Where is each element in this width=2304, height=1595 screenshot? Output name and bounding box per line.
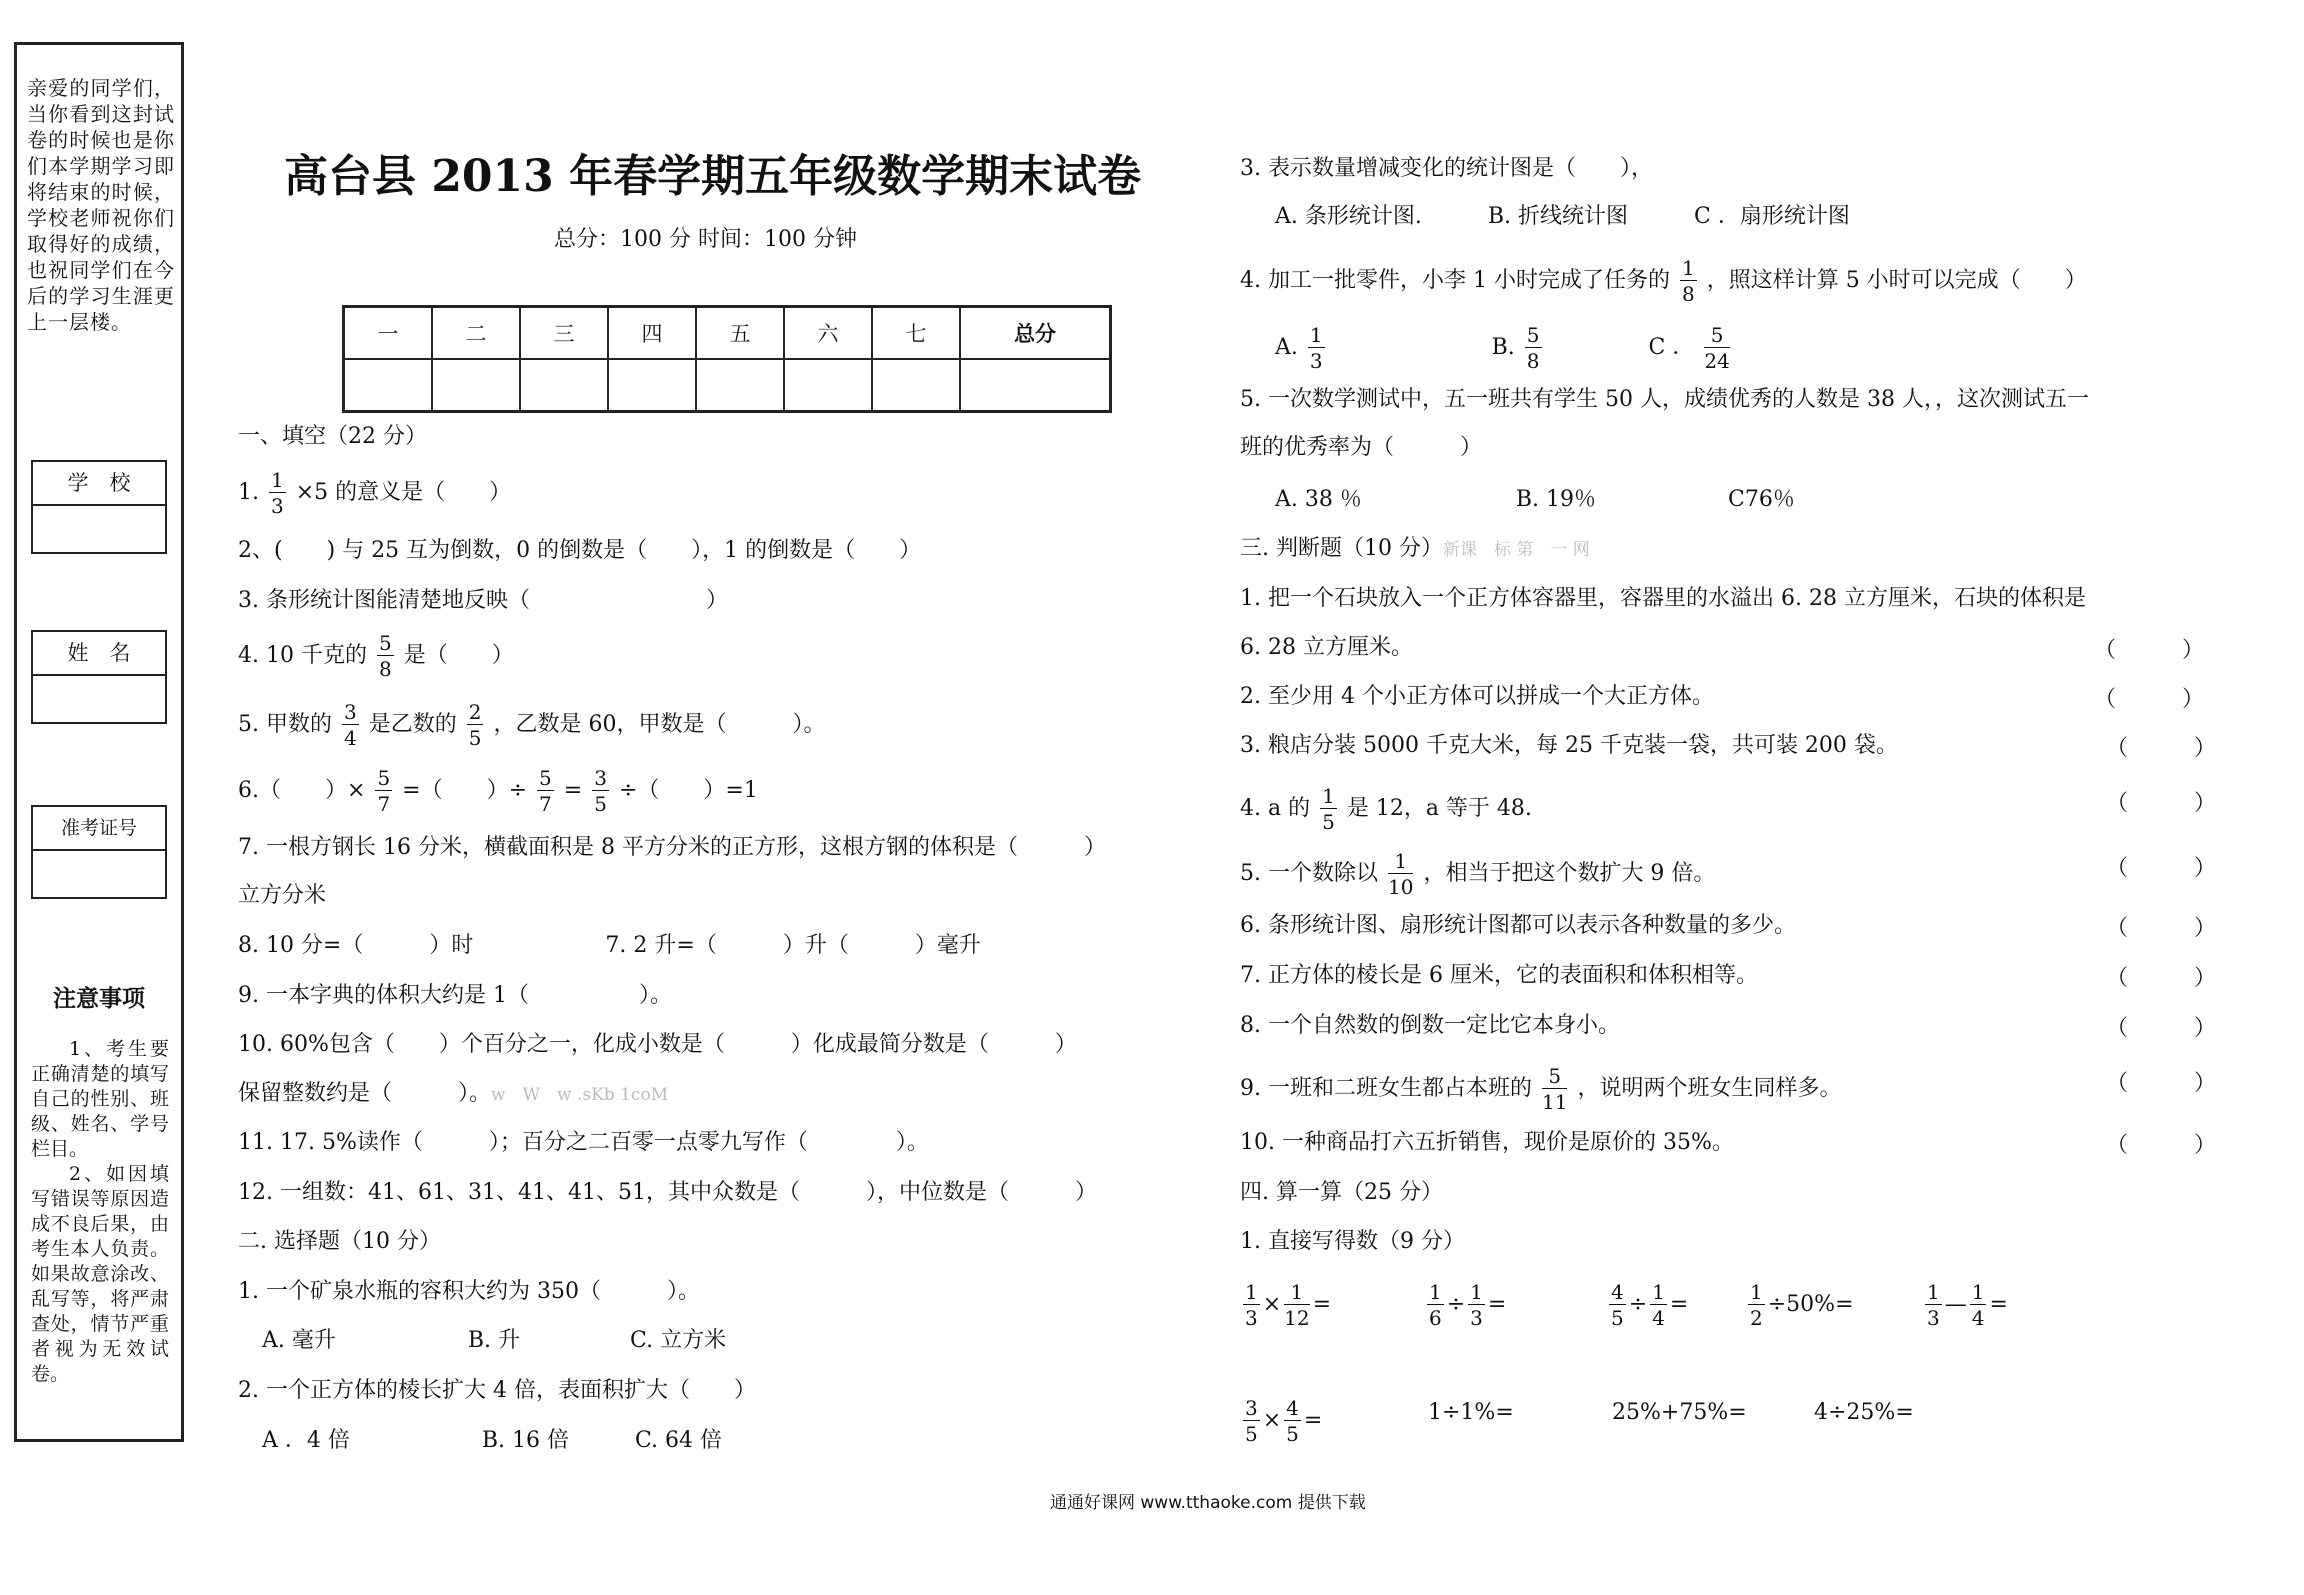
question-5-text-end: ，乙数是 60，甲数是（ ）。 xyxy=(493,712,826,737)
section-2-heading: 二. 选择题（10 分） xyxy=(238,1229,441,1254)
denominator: 10 xyxy=(1387,875,1414,899)
fraction xyxy=(1427,1282,1444,1328)
operator: ÷ xyxy=(1628,1292,1648,1317)
numerator: 1 xyxy=(1681,256,1695,280)
answer-paren-8[interactable]: （ ） xyxy=(2106,1016,2217,1041)
numerator: 1 xyxy=(1322,784,1335,808)
denominator: 5 xyxy=(1322,810,1335,834)
school-field-input[interactable] xyxy=(33,506,165,552)
fraction-1-3 xyxy=(1308,325,1325,371)
numerator: 1 xyxy=(1245,1280,1258,1304)
score-value-cell[interactable] xyxy=(520,359,608,412)
judge-4 xyxy=(1240,786,1532,832)
exam-title: 高台县 2013 年春学期五年级数学期末试卷 xyxy=(284,151,1142,202)
question-4 xyxy=(238,633,514,679)
fraction-2-5 xyxy=(467,702,484,748)
numerator: 5 xyxy=(1542,1066,1567,1089)
denominator: 7 xyxy=(539,792,552,816)
fraction xyxy=(1748,1282,1765,1328)
fraction xyxy=(1970,1282,1987,1328)
fraction-5-8 xyxy=(377,633,394,679)
question-7-line-2: 立方分米 xyxy=(238,883,327,908)
question-4-text: 4. 10 千克的 xyxy=(238,643,367,668)
fraction-3-5 xyxy=(592,768,609,814)
answer-paren-3[interactable]: （ ） xyxy=(2106,736,2217,761)
fraction-1-3 xyxy=(269,470,286,516)
fraction xyxy=(1284,1398,1301,1444)
denominator: 3 xyxy=(1470,1306,1483,1330)
fraction-1-10 xyxy=(1388,851,1413,897)
question-1-text: ×5 的意义是（ ） xyxy=(295,480,512,505)
question-8: 8. 10 分=（ ）时 7. 2 升=（ ）升（ ）毫升 xyxy=(238,933,981,958)
judge-7: 7. 正方体的棱长是 6 厘米，它的表面积和体积相等。 xyxy=(1240,963,1758,988)
numerator: 5 xyxy=(1704,325,1729,348)
mental-math-7: 1÷1%= xyxy=(1428,1400,1514,1425)
denominator: 11 xyxy=(1541,1090,1568,1114)
denominator: 5 xyxy=(1245,1422,1258,1446)
question-7-line-1: 7. 一根方钢长 16 分米，横截面积是 8 平方分米的正方形，这根方钢的体积是（ ） xyxy=(238,835,1106,860)
denominator: 6 xyxy=(1429,1306,1442,1330)
fraction-5-11 xyxy=(1542,1066,1567,1112)
notice-item-1: 1、考生要正确清楚的填写自己的性别、班级、姓名、学号栏目。 xyxy=(31,1038,169,1160)
choice-4-text-end: ，照这样计算 5 小时可以完成（ ） xyxy=(1706,268,2087,293)
denominator: 7 xyxy=(377,792,391,816)
question-3: 3. 条形统计图能清楚地反映（ ） xyxy=(238,588,728,613)
numerator: 1 xyxy=(271,468,284,492)
judge-5-text: 5. 一个数除以 xyxy=(1240,861,1378,886)
mental-math-1 xyxy=(1240,1282,1331,1328)
numerator: 3 xyxy=(343,700,357,724)
numerator: 5 xyxy=(539,766,552,790)
fraction-1-5 xyxy=(1320,786,1337,832)
score-header-cell: 一 xyxy=(344,307,433,360)
fraction-5-7 xyxy=(375,768,392,814)
mental-math-6 xyxy=(1240,1398,1322,1444)
question-5-text: 5. 甲数的 xyxy=(238,712,332,737)
left-binding-margin xyxy=(14,42,184,1442)
denominator: 3 xyxy=(1245,1306,1258,1330)
fraction xyxy=(1609,1282,1626,1328)
mental-math-8: 25%+75%= xyxy=(1612,1400,1747,1425)
score-header-cell: 五 xyxy=(696,307,784,360)
denominator: 5 xyxy=(594,792,607,816)
fraction xyxy=(1925,1282,1942,1328)
fraction-5-24 xyxy=(1704,325,1729,371)
judge-3: 3. 粮店分装 5000 千克大米，每 25 千克装一袋，共可装 200 袋。 xyxy=(1240,733,1898,758)
school-field-box xyxy=(31,460,167,554)
denominator: 3 xyxy=(1927,1306,1940,1330)
score-value-cell[interactable] xyxy=(696,359,784,412)
question-1 xyxy=(238,470,511,516)
denominator: 8 xyxy=(378,657,392,681)
fraction xyxy=(1243,1398,1260,1444)
fraction-3-4 xyxy=(342,702,359,748)
mental-math-3 xyxy=(1606,1282,1688,1328)
answer-paren-7[interactable]: （ ） xyxy=(2106,966,2217,991)
score-value-cell[interactable] xyxy=(344,359,433,412)
choice-1-options: A. 毫升 B. 升 C. 立方米 xyxy=(262,1328,727,1353)
judge-1-line-2: 6. 28 立方厘米。 xyxy=(1240,635,1413,660)
numerator: 4 xyxy=(1611,1280,1624,1304)
numerator: 3 xyxy=(1245,1396,1258,1420)
denominator: 3 xyxy=(1309,349,1323,373)
fraction xyxy=(1650,1282,1667,1328)
numerator: 1 xyxy=(1470,1280,1483,1304)
denominator: 24 xyxy=(1704,349,1730,373)
denominator: 4 xyxy=(1652,1306,1665,1330)
option-a-label: A. xyxy=(1275,335,1298,360)
section-4-heading: 四. 算一算（25 分） xyxy=(1240,1180,1443,1205)
equals: = xyxy=(1487,1292,1507,1317)
answer-paren-10[interactable]: （ ） xyxy=(2106,1133,2217,1158)
judge-4-text: 4. a 的 xyxy=(1240,796,1311,821)
mental-math-4-text: ÷50%= xyxy=(1767,1292,1854,1317)
denominator: 5 xyxy=(1286,1422,1299,1446)
answer-paren-4[interactable]: （ ） xyxy=(2106,791,2217,816)
score-value-cell[interactable] xyxy=(872,359,960,412)
choice-5-line-2: 班的优秀率为（ ） xyxy=(1240,435,1483,460)
footer-source: 通通好课网 www.tthaoke.com 提供下载 xyxy=(1050,1493,1366,1513)
watermark-text: w W w .sKb 1coM xyxy=(491,1085,669,1105)
choice-5-line-1: 5. 一次数学测试中，五一班共有学生 50 人，成绩优秀的人数是 38 人，，这次测试五一 xyxy=(1240,387,2089,412)
option-c-label: C ． xyxy=(1648,335,1695,360)
choice-4-text: 4. 加工一批零件，小李 1 小时完成了任务的 xyxy=(1240,268,1670,293)
notice-item-2: 2、如因填写错误等原因造成不良后果，由考生本人负责。如果故意涂改、乱写等，将严肃查处，情节严重者视为无效试卷。 xyxy=(31,1163,169,1385)
exam-id-field-input[interactable] xyxy=(33,851,165,897)
denominator: 4 xyxy=(343,726,357,750)
numerator: 5 xyxy=(1526,323,1540,347)
choice-1: 1. 一个矿泉水瓶的容积大约为 350（ ）。 xyxy=(238,1279,700,1304)
equals: = xyxy=(1989,1292,2008,1317)
judge-4-text-end: 是 12，a 等于 48. xyxy=(1346,796,1532,821)
mental-math-9: 4÷25%= xyxy=(1814,1400,1914,1425)
operator: × xyxy=(1262,1292,1282,1317)
numerator: 1 xyxy=(1971,1280,1985,1304)
score-header-cell: 四 xyxy=(608,307,696,360)
judge-2: 2. 至少用 4 个小正方体可以拼成一个大正方体。 xyxy=(1240,684,1714,709)
name-field-input[interactable] xyxy=(33,676,165,722)
score-header-cell: 三 xyxy=(520,307,608,360)
numerator: 5 xyxy=(377,766,391,790)
operator: × xyxy=(1262,1408,1282,1433)
question-6-text-mid: =（ ）÷ xyxy=(402,778,528,803)
score-table-header-row xyxy=(344,307,1111,360)
question-10-line-1: 10. 60%包含（ ）个百分之一，化成小数是（ ）化成最简分数是（ ） xyxy=(238,1032,1077,1057)
fraction xyxy=(1243,1282,1260,1328)
choice-4-options xyxy=(1275,325,1733,371)
equals: = xyxy=(1669,1292,1689,1317)
choice-4 xyxy=(1240,258,2087,304)
question-10-text: 保留整数约是（ ）。 xyxy=(238,1081,492,1106)
score-value-cell[interactable] xyxy=(432,359,520,412)
denominator: 5 xyxy=(1611,1306,1624,1330)
notice-body xyxy=(31,1037,169,1387)
numerator: 1 xyxy=(1309,323,1323,347)
fraction-1-8 xyxy=(1680,258,1697,304)
question-9: 9. 一本字典的体积大约是 1（ ）。 xyxy=(238,983,672,1008)
choice-3: 3. 表示数量增减变化的统计图是（ ）， xyxy=(1240,156,1653,181)
numerator: 3 xyxy=(594,766,607,790)
exam-id-field-label: 准考证号 xyxy=(33,807,165,851)
numerator: 1 xyxy=(1652,1280,1665,1304)
answer-paren-5[interactable]: （ ） xyxy=(2106,856,2217,881)
judge-1-line-1: 1. 把一个石块放入一个正方体容器里，容器里的水溢出 6. 28 立方厘米，石块的体积是 xyxy=(1240,586,2086,611)
score-header-total: 总分 xyxy=(960,307,1111,360)
numerator: 1 xyxy=(1750,1280,1763,1304)
denominator: 4 xyxy=(1971,1306,1985,1330)
question-5-text-mid: 是乙数的 xyxy=(368,712,457,737)
numerator: 5 xyxy=(378,631,392,655)
name-field-box xyxy=(31,630,167,724)
choice-2: 2. 一个正方体的棱长扩大 4 倍，表面积扩大（ ） xyxy=(238,1378,756,1403)
question-1-num: 1. xyxy=(238,480,259,505)
fraction-5-8 xyxy=(1525,325,1542,371)
score-header-cell: 二 xyxy=(432,307,520,360)
question-6-text: 6.（ ）× xyxy=(238,778,366,803)
mental-math-2 xyxy=(1424,1282,1506,1328)
denominator: 12 xyxy=(1284,1306,1310,1330)
judge-9-text: 9. 一班和二班女生都占本班的 xyxy=(1240,1076,1532,1101)
score-value-cell[interactable] xyxy=(608,359,696,412)
question-6 xyxy=(238,768,758,814)
question-4-text-end: 是（ ） xyxy=(403,643,514,668)
numerator: 2 xyxy=(468,700,482,724)
mental-math-4 xyxy=(1745,1282,1854,1328)
judge-6: 6. 条形统计图、扇形统计图都可以表示各种数量的多少。 xyxy=(1240,913,1796,938)
question-10-line-2 xyxy=(238,1079,668,1110)
judge-10: 10. 一种商品打六五折销售，现价是原价的 35%。 xyxy=(1240,1130,1734,1155)
answer-paren-1[interactable]: （ ） xyxy=(2094,638,2205,663)
question-11: 11. 17. 5%读作（ ）；百分之二百零一点零九写作（ ）。 xyxy=(238,1130,929,1155)
answer-paren-2[interactable]: （ ） xyxy=(2094,687,2205,712)
judge-9-text-end: ，说明两个班女生同样多。 xyxy=(1577,1076,1842,1101)
numerator: 1 xyxy=(1429,1280,1442,1304)
question-12: 12. 一组数：41、61、31、41、41、51，其中众数是（ ），中位数是（ ） xyxy=(238,1180,1097,1205)
question-6-text-end: ÷（ ）=1 xyxy=(618,778,758,803)
equals: = xyxy=(1312,1292,1332,1317)
question-2: 2、( ) 与 25 互为倒数，0 的倒数是（ ），1 的倒数是（ ） xyxy=(238,538,922,563)
section-4-subheading: 1. 直接写得数（9 分） xyxy=(1240,1229,1465,1254)
name-field-label: 姓 名 xyxy=(33,632,165,676)
score-table-value-row xyxy=(344,359,1111,412)
section-3-heading xyxy=(1240,534,1590,565)
score-value-cell[interactable] xyxy=(784,359,872,412)
judge-5 xyxy=(1240,851,1715,897)
question-5 xyxy=(238,702,825,748)
denominator: 8 xyxy=(1681,282,1695,306)
section-1-heading: 一、填空（22 分） xyxy=(238,424,427,449)
score-value-total[interactable] xyxy=(960,359,1111,412)
score-header-cell: 六 xyxy=(784,307,872,360)
equals: = xyxy=(1303,1408,1323,1433)
denominator: 8 xyxy=(1526,349,1540,373)
numerator: 1 xyxy=(1927,1280,1940,1304)
choice-5-options: A. 38 ％ B. 19％ C76％ xyxy=(1275,487,1795,512)
fraction-5-7 xyxy=(537,768,554,814)
question-6-equals: = xyxy=(563,778,583,803)
answer-paren-6[interactable]: （ ） xyxy=(2106,916,2217,941)
section-3-title: 三. 判断题（10 分） xyxy=(1240,536,1443,561)
numerator: 4 xyxy=(1286,1396,1299,1420)
mental-math-5 xyxy=(1922,1282,2008,1328)
denominator: 3 xyxy=(271,494,284,518)
school-field-label: 学 校 xyxy=(33,462,165,506)
fraction xyxy=(1468,1282,1485,1328)
greeting-text: 亲爱的同学们，当你看到这封试卷的时候也是你们本学期学习即将结束的时候，学校老师祝你们取得好的成绩，也祝同学们在今后的学习生涯更上一层楼。 xyxy=(27,76,175,334)
score-table xyxy=(342,305,1112,413)
judge-8: 8. 一个自然数的倒数一定比它本身小。 xyxy=(1240,1013,1620,1038)
denominator: 5 xyxy=(468,726,482,750)
answer-paren-9[interactable]: （ ） xyxy=(2106,1071,2217,1096)
exam-id-field-box xyxy=(31,805,167,899)
operator: — xyxy=(1944,1292,1967,1317)
watermark-text: 新课 标 第 一 网 xyxy=(1442,540,1590,560)
judge-9 xyxy=(1240,1066,1841,1112)
judge-5-text-end: ，相当于把这个数扩大 9 倍。 xyxy=(1423,861,1716,886)
denominator: 2 xyxy=(1750,1306,1763,1330)
fraction xyxy=(1284,1282,1309,1328)
numerator: 1 xyxy=(1388,851,1413,874)
score-header-cell: 七 xyxy=(872,307,960,360)
operator: ÷ xyxy=(1446,1292,1466,1317)
notice-title: 注意事项 xyxy=(53,986,145,1012)
option-b-label: B. xyxy=(1491,335,1515,360)
numerator: 1 xyxy=(1284,1282,1309,1305)
exam-subtitle: 总分：100 分 时间：100 分钟 xyxy=(554,227,857,252)
choice-3-options: A. 条形统计图. B. 折线统计图 C ．扇形统计图 xyxy=(1275,204,1850,229)
choice-2-options: A ．4 倍 B. 16 倍 C. 64 倍 xyxy=(262,1428,723,1453)
